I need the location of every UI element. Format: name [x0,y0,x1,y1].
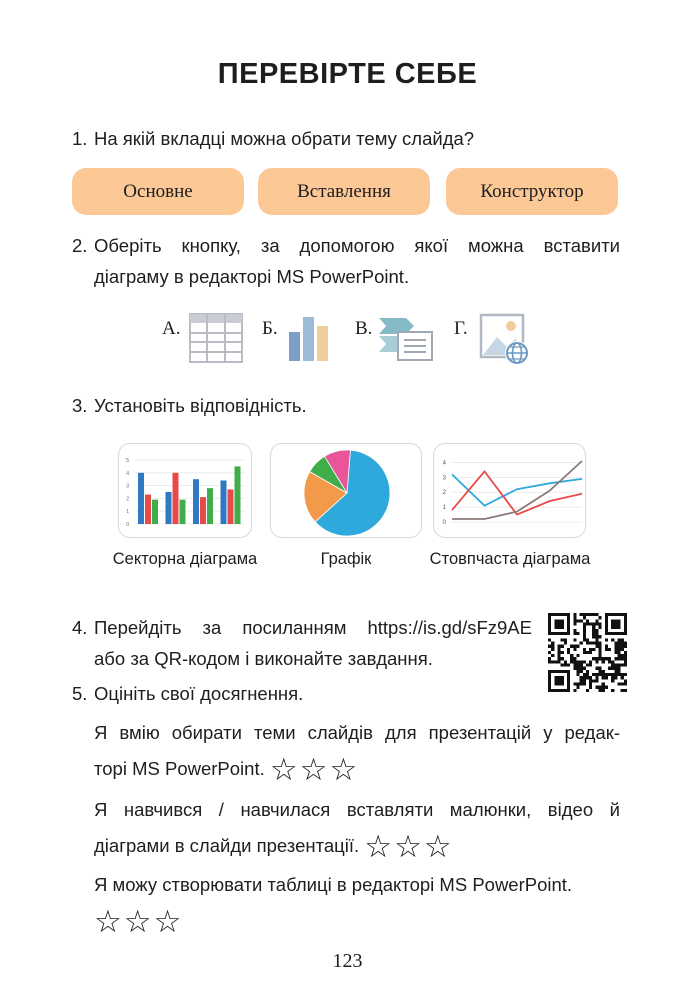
bar [200,497,206,524]
star-icon[interactable]: ☆ [364,829,393,865]
star-icon[interactable]: ☆ [394,829,422,865]
qr-module [621,641,624,644]
qr-module [605,657,608,660]
qr-module [551,645,554,648]
bar [180,500,186,524]
qr-module [589,651,592,654]
qr-module [621,673,624,676]
qr-module [624,660,627,663]
qr-module [618,648,621,651]
qr-module [570,657,573,660]
qr-module [570,654,573,657]
qr-module [573,648,576,651]
qr-module [595,638,598,641]
qr-module [576,664,579,667]
qr-module [573,616,576,619]
question-line-2: або за QR-кодом і виконайте завдання. [94,648,433,669]
qr-module [580,613,583,616]
qr-module [573,660,576,663]
qr-module [576,670,579,673]
qr-module [595,657,598,660]
qr-module [614,667,617,670]
qr-module [618,641,621,644]
caption-column-chart-label: Стовпчаста діаграма [429,550,591,568]
qr-module [576,673,579,676]
qr-module [580,641,583,644]
star-icon[interactable]: ☆ [269,752,298,788]
question-number: 1. [72,128,88,149]
qr-module [586,670,589,673]
qr-module [573,657,576,660]
qr-module [614,664,617,667]
bar [173,473,179,524]
option-label-v: В. [355,318,373,339]
qr-module [573,613,576,616]
qr-module [576,619,579,622]
qr-module [599,626,602,629]
qr-module [586,641,589,644]
qr-module [586,673,589,676]
qr-module [624,645,627,648]
qr-module [564,638,567,641]
qr-module [573,622,576,625]
question-text: На якій вкладці можна обрати тему слайда? [94,128,475,149]
qr-module [618,651,621,654]
qr-module [621,654,624,657]
qr-module [589,660,592,663]
qr-module [567,664,570,667]
online-picture-icon[interactable] [479,313,531,370]
qr-module [580,664,583,667]
pie-chart [271,444,422,538]
qr-module [618,638,621,641]
option-button-konstruktor[interactable]: Конструктор [446,168,618,215]
qr-module [564,641,567,644]
qr-module [548,651,551,654]
qr-module [624,657,627,660]
bar-chart-card[interactable] [118,443,252,538]
bar [207,488,213,524]
rating-statement-1 [94,715,620,787]
qr-module [548,657,551,660]
y-tick-label: 1 [442,505,446,512]
statement-line-2 [94,828,620,864]
qr-module [618,670,621,673]
qr-module [599,654,602,657]
qr-finder [554,619,563,628]
option-label-b: Б. [262,318,278,339]
question-line-1: Оберіть кнопку, за допомогою якої можна вставити [94,235,620,256]
qr-module [611,638,614,641]
qr-module [564,660,567,663]
bar [166,492,172,524]
bar [228,489,234,524]
qr-module [621,689,624,692]
page-title: ПЕРЕВІРТЕ СЕБЕ [217,58,478,90]
question-line-2: діаграму в редакторі MS PowerPoint. [94,266,410,287]
rating-statement-2 [94,792,620,864]
qr-module [618,654,621,657]
qr-module [624,651,627,654]
qr-module [570,645,573,648]
qr-module [573,619,576,622]
question-text: Установіть відповідність. [94,395,307,416]
qr-module [592,635,595,638]
star-icon[interactable]: ☆ [94,904,122,940]
statement-text: діаграми в слайди презентації. [94,835,360,856]
qr-module [583,616,586,619]
qr-module [621,657,624,660]
qr-module [551,660,554,663]
qr-module [624,641,627,644]
bar [138,473,144,524]
qr-module [599,657,602,660]
qr-module [586,664,589,667]
qr-module [595,622,598,625]
caption-pie-chart-label: Секторна діаграма [112,550,258,568]
bar [221,480,227,524]
qr-module [592,657,595,660]
qr-module [573,667,576,670]
question-1 [72,123,620,154]
qr-module [621,683,624,686]
option-button-vstavlennia[interactable]: Вставлення [258,168,430,215]
star-icon[interactable]: ☆ [123,904,152,940]
qr-module [595,673,598,676]
qr-module [618,645,621,648]
qr-module [595,632,598,635]
qr-module [602,673,605,676]
question-number: 4. [72,617,88,638]
y-tick-label: 0 [442,520,446,526]
qr-module [599,645,602,648]
y-tick-label: 3 [126,483,129,490]
qr-module [548,660,551,663]
qr-module [583,667,586,670]
qr-module [602,670,605,673]
qr-module [554,660,557,663]
option-button-osnovne[interactable]: Основне [72,168,244,215]
question-number: 3. [72,395,88,416]
qr-module [583,635,586,638]
y-tick-label: 0 [126,522,129,528]
qr-module [624,679,627,682]
qr-module [561,651,564,654]
bar [235,466,241,524]
qr-module [624,654,627,657]
qr-finder [611,619,620,628]
qr-module [573,638,576,641]
qr-module [605,673,608,676]
qr-module [557,648,560,651]
qr-module [586,613,589,616]
qr-module [561,645,564,648]
qr-module [599,667,602,670]
bar [152,500,158,524]
qr-module [583,613,586,616]
qr-module [621,664,624,667]
qr-module [548,645,551,648]
qr-module [580,619,583,622]
qr-module [589,664,592,667]
star-icon[interactable]: ☆ [153,904,182,940]
qr-module [564,664,567,667]
question-2 [72,230,620,292]
qr-module [614,670,617,673]
bar [145,495,151,524]
question-line-1: Перейдіть за посиланням https://is.gd/sFz9AE [94,617,532,638]
statement-line-1: Я вмію обирати теми слайдів для презентацій у редак- [94,722,620,743]
qr-module [567,648,570,651]
qr-module [592,632,595,635]
qr-module [624,664,627,667]
qr-module [595,629,598,632]
qr-module [592,629,595,632]
qr-module [605,648,608,651]
qr-module [611,660,614,663]
qr-module [576,660,579,663]
qr-module [583,648,586,651]
option-label-g: Г. [454,318,468,339]
qr-module [621,676,624,679]
line-chart [434,444,586,538]
statement-text: торі MS PowerPoint. [94,758,265,779]
y-tick-label: 2 [442,490,446,497]
qr-module [605,645,608,648]
qr-module [618,664,621,667]
y-tick-label: 4 [442,460,446,467]
qr-module [595,635,598,638]
qr-module [618,667,621,670]
smartart-icon[interactable] [378,314,434,367]
qr-module [576,667,579,670]
qr-module [561,638,564,641]
qr-module [611,667,614,670]
qr-module [592,673,595,676]
qr-module [602,657,605,660]
qr-module [599,616,602,619]
star-icon[interactable]: ☆ [423,829,452,865]
qr-module [561,664,564,667]
qr-module [595,660,598,663]
y-tick-label: 5 [126,458,129,464]
qr-module [595,667,598,670]
qr-module [614,673,617,676]
qr-module [599,651,602,654]
qr-module [608,660,611,663]
qr-module [624,683,627,686]
qr-module [583,622,586,625]
y-tick-label: 1 [126,509,129,516]
qr-module [614,648,617,651]
qr-module [589,648,592,651]
qr-module [618,673,621,676]
qr-module [595,619,598,622]
question-number: 2. [72,235,88,256]
qr-module [551,654,554,657]
option-label-a: А. [162,318,181,339]
statement-line-2 [94,903,620,939]
qr-module [551,648,554,651]
qr-module [586,638,589,641]
qr-module [618,657,621,660]
qr-module [583,626,586,629]
qr-module [589,641,592,644]
qr-module [595,641,598,644]
qr-module [583,632,586,635]
qr-module [592,641,595,644]
qr-module [580,660,583,663]
qr-module [599,648,602,651]
qr-module [595,645,598,648]
qr-module [614,651,617,654]
column-chart-icon[interactable] [288,316,330,367]
qr-module [567,651,570,654]
pie-chart-card[interactable] [270,443,422,538]
qr-module [608,667,611,670]
qr-module [608,657,611,660]
qr-module [589,613,592,616]
table-icon[interactable] [189,313,243,368]
qr-module [573,629,576,632]
qr-module [614,657,617,660]
star-icon[interactable]: ☆ [299,752,328,788]
qr-module [551,641,554,644]
qr-module [573,645,576,648]
qr-module [595,613,598,616]
qr-module [602,660,605,663]
bar-chart [119,444,252,538]
qr-module [599,635,602,638]
qr-module [614,645,617,648]
question-3 [72,390,620,421]
qr-module [580,667,583,670]
qr-module [592,648,595,651]
qr-module [614,641,617,644]
qr-module [586,622,589,625]
line-chart-card[interactable] [433,443,586,538]
qr-module [586,619,589,622]
qr-module [605,638,608,641]
qr-module [599,622,602,625]
qr-module [592,613,595,616]
qr-module [611,664,614,667]
qr-module [583,673,586,676]
qr-module [599,641,602,644]
rating-statement-3 [94,867,620,939]
qr-module [624,673,627,676]
qr-module [583,629,586,632]
question-4 [72,612,532,674]
y-tick-label: 2 [126,496,129,503]
qr-module [611,673,614,676]
question-number: 5. [72,683,88,704]
qr-module [561,657,564,660]
question-5 [72,678,620,709]
qr-module [557,660,560,663]
qr-module [583,660,586,663]
qr-module [621,645,624,648]
page-number: 123 [332,950,363,972]
qr-module [608,673,611,676]
qr-module [548,638,551,641]
qr-module [576,632,579,635]
qr-module [592,626,595,629]
y-tick-label: 4 [126,470,129,477]
bar [193,479,199,524]
qr-module [570,660,573,663]
qr-module [608,648,611,651]
qr-module [580,670,583,673]
qr-module [576,654,579,657]
qr-module [557,645,560,648]
star-icon[interactable]: ☆ [329,752,358,788]
qr-module [586,651,589,654]
y-tick-label: 3 [442,475,446,482]
statement-line-2 [94,751,620,787]
qr-module [624,689,627,692]
qr-module [599,670,602,673]
qr-module [573,664,576,667]
qr-module [592,622,595,625]
qr-module [621,638,624,641]
qr-module [583,638,586,641]
qr-module [583,651,586,654]
qr-module [576,645,579,648]
qr-module [599,673,602,676]
qr-module [573,632,576,635]
qr-module [557,657,560,660]
qr-module [557,651,560,654]
qr-module [557,654,560,657]
statement-line-1: Я можу створювати таблиці в редакторі MS PowerPoint. [94,874,573,895]
qr-module [589,622,592,625]
question-text: Оцініть свої досягнення. [94,683,304,704]
qr-module [621,648,624,651]
caption-line-graph-label: Графік [320,550,372,568]
statement-line-1: Я навчився / навчилася вставляти малюнки, відео й [94,799,620,820]
